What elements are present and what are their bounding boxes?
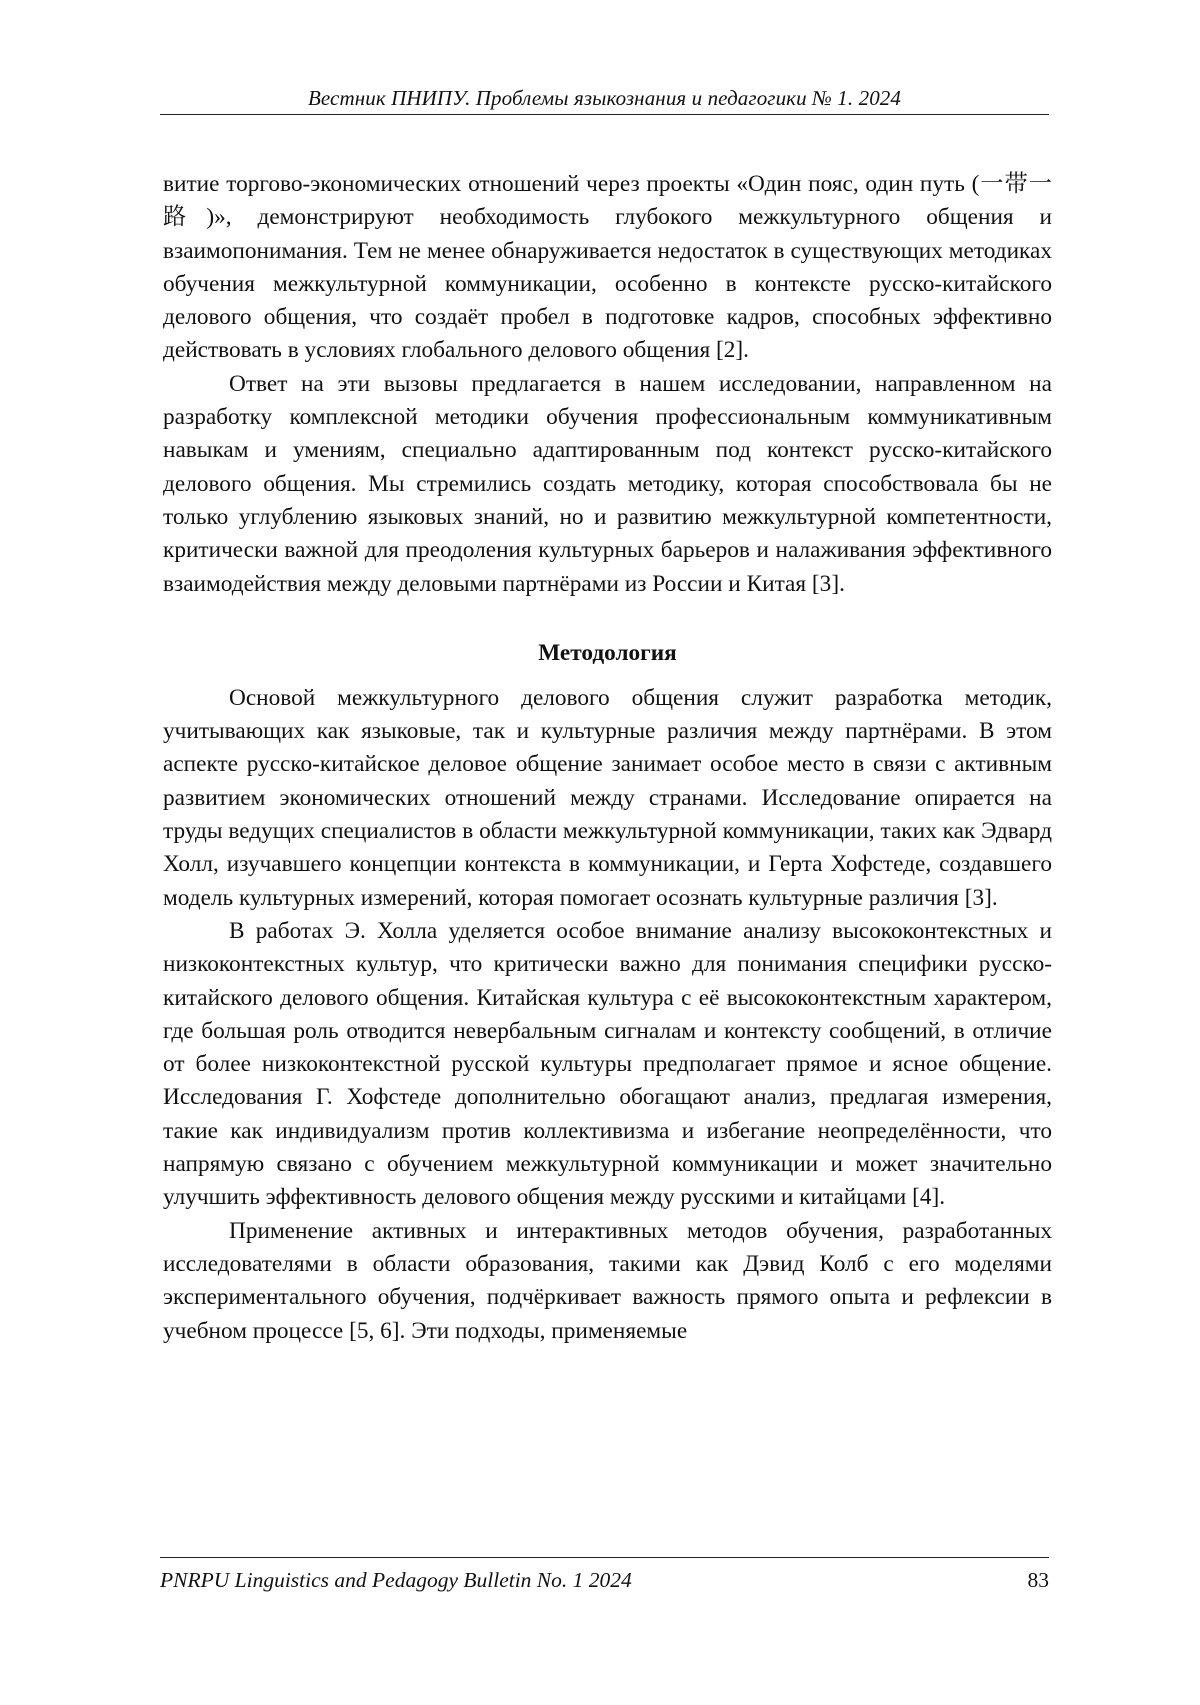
section-heading-methodology: Методология	[163, 637, 1052, 670]
article-body	[163, 168, 1052, 1348]
paragraph-active-methods: Применение активных и интерактивных методов обучения, разрабо­танных исследователями в области образования, такими как Дэвид Колб с его моделями экспериментального обучения, подчёркивает важность прямого опыта и рефлексии в учебном процессе [5, 6]. Эти подходы, применяемые	[163, 1215, 1052, 1348]
paragraph-continuation: витие торгово-экономических отношений через проекты «Один пояс, один путь (一带一路)», демонстрируют необходимость глубокого межкультурного общения и взаимопонимания. Тем не менее обнаруживается недостаток в су­ществующих методиках обучения межкультурной коммуникации, особенно в контексте русско-китайского делового общения, что создаёт пробел в под­готовке кадров, способных эффективно действовать в условиях глобального делового общения [2].	[163, 168, 1052, 368]
paragraph-research-response: Ответ на эти вызовы предлагается в нашем исследовании, направлен­ном на разработку комплексной методики обучения профессиональным ком­муникативным навыкам и умениям, специально адаптированным под кон­текст русско-китайского делового общения. Мы стремились создать методи­ку, которая способствовала бы не только углублению языковых знаний, но и развитию межкультурной компетентности, критически важной для преодоле­ния культурных барьеров и налаживания эффективного взаимодействия меж­ду деловыми партнёрами из России и Китая [3].	[163, 368, 1052, 601]
running-header: Вестник ПНИПУ. Проблемы языкознания и педагогики № 1. 2024	[160, 84, 1049, 112]
journal-page	[0, 0, 1200, 1705]
page-number: 83	[1000, 1566, 1049, 1594]
footer-journal-title: PNRPU Linguistics and Pedagogy Bulletin No. 1 2024	[160, 1566, 632, 1594]
footer-rule	[160, 1557, 1049, 1558]
paragraph-hall-hofstede: В работах Э. Холла уделяется особое внимание анализу высококон­текстных и низкоконтекстных культур, что критически важно для понимания специфики русско-китайского делового общения. Китайская культура с её высококонтекстным характером, где большая роль отводится невербальным сигналам и контексту сообщений, в отличие от более низкоконтекстной рус­ской культуры предполагает прямое и ясное общение. Исследования Г. Хоф­стеде дополнительно обогащают анализ, предлагая измерения, такие как ин­дивидуализм против коллективизма и избегание неопределённости, что напрямую связано с обучением межкультурной коммуникации и может зна­чительно улучшить эффективность делового общения между русскими и ки­тайцами [4].	[163, 915, 1052, 1215]
header-rule	[160, 114, 1049, 115]
paragraph-methodology-basis: Основой межкультурного делового общения служит разработка мето­дик, учитывающих как языковые, так и культурные различия между партнё­рами. В этом аспекте русско-китайское деловое общение занимает особое место в связи с активным развитием экономических отношений между стра­нами. Исследование опирается на труды ведущих специалистов в области межкультурной коммуникации, таких как Эдвард Холл, изучавшего концеп­ции контекста в коммуникации, и Герта Хофстеде, создавшего модель куль­турных измерений, которая помогает осознать культурные различия [3].	[163, 682, 1052, 915]
